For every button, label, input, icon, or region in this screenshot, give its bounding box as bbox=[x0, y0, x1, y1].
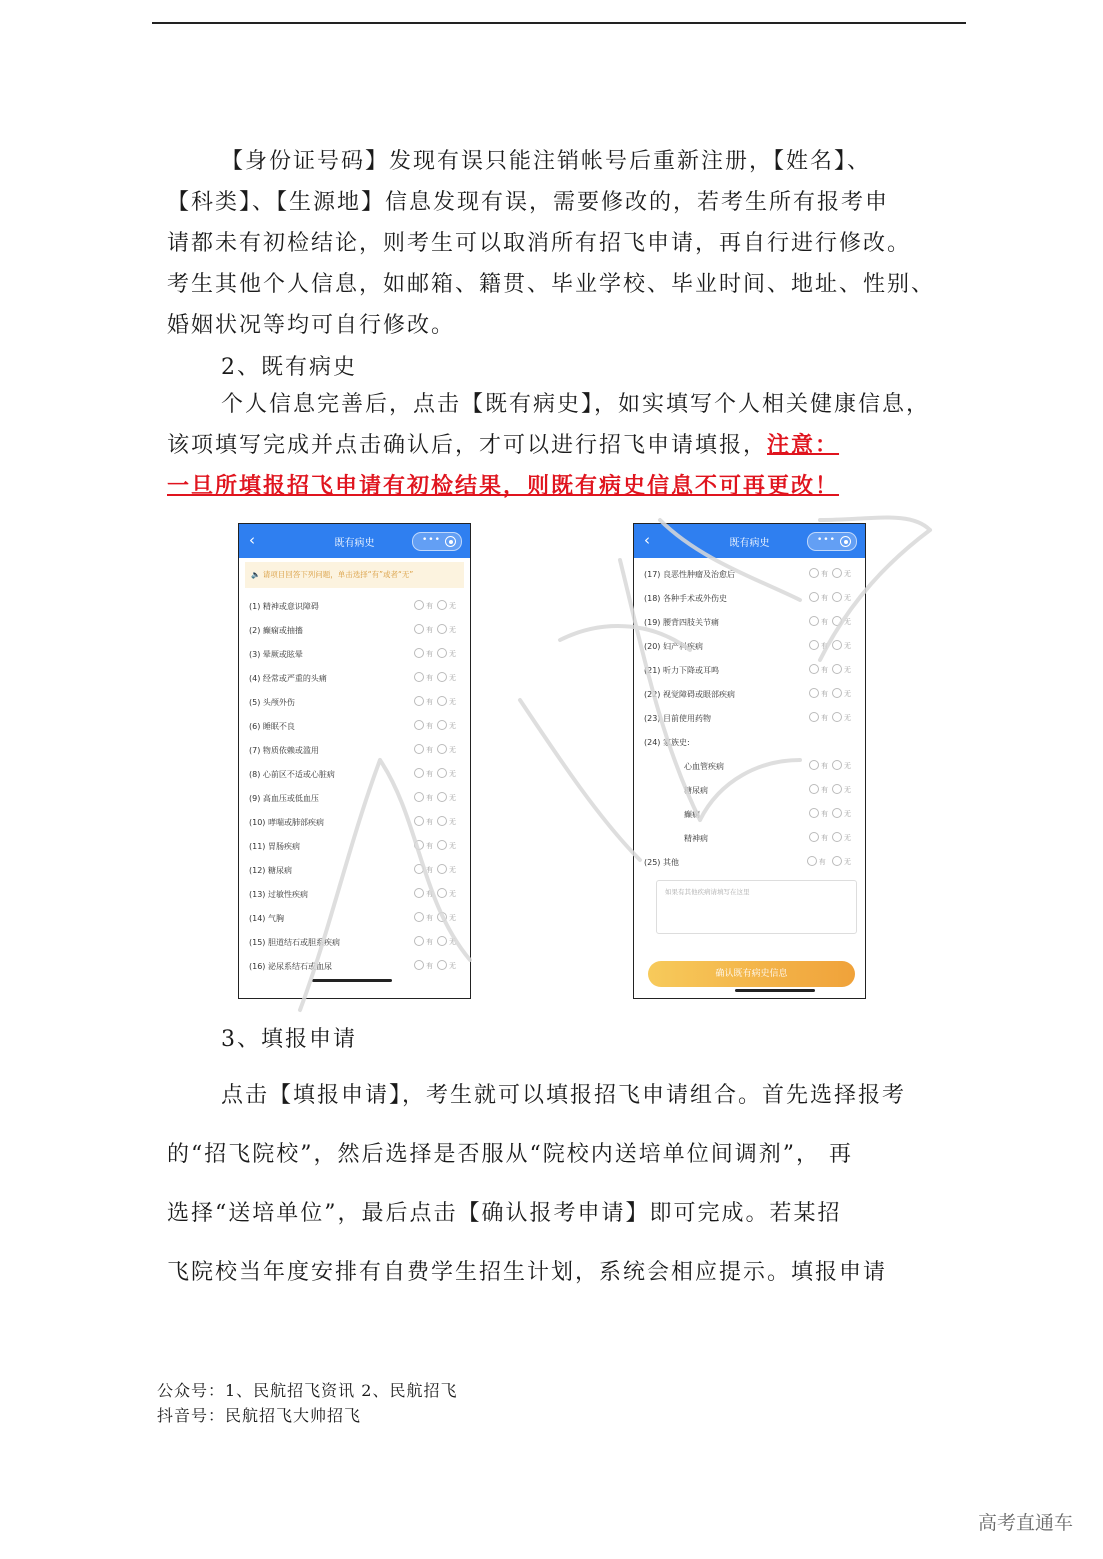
radio-yes[interactable] bbox=[414, 648, 424, 658]
radio-yes-label: 有 bbox=[426, 674, 433, 682]
question-label: (20) 妇产科疾病 bbox=[644, 642, 703, 651]
radio-no-label: 无 bbox=[449, 626, 456, 634]
paragraph-identity-info bbox=[167, 141, 947, 346]
radio-yes-label: 有 bbox=[426, 890, 433, 898]
question-row bbox=[239, 594, 470, 618]
radio-no-label: 无 bbox=[844, 714, 851, 722]
radio-no-label: 无 bbox=[449, 650, 456, 658]
radio-yes-label: 有 bbox=[426, 818, 433, 826]
radio-yes-label: 有 bbox=[426, 794, 433, 802]
radio-yes-label: 有 bbox=[426, 914, 433, 922]
radio-yes-label: 有 bbox=[426, 626, 433, 634]
paragraph-application bbox=[167, 1066, 947, 1302]
radio-yes-label: 有 bbox=[821, 570, 828, 578]
family-history-list bbox=[634, 754, 865, 850]
radio-yes-label: 有 bbox=[426, 842, 433, 850]
radio-yes[interactable] bbox=[414, 864, 424, 874]
question-label: (3) 晕厥或眩晕 bbox=[249, 650, 303, 659]
answer-options bbox=[805, 664, 851, 675]
radio-no[interactable] bbox=[832, 640, 842, 650]
answer-options bbox=[410, 744, 456, 755]
radio-yes[interactable] bbox=[809, 592, 819, 602]
answer-options bbox=[805, 592, 851, 603]
top-rule bbox=[152, 22, 966, 24]
radio-no[interactable] bbox=[832, 760, 842, 770]
question-list bbox=[634, 562, 865, 730]
question-row bbox=[239, 810, 470, 834]
question-row bbox=[239, 738, 470, 762]
radio-yes-label: 有 bbox=[821, 834, 828, 842]
radio-no-label: 无 bbox=[449, 674, 456, 682]
radio-no[interactable] bbox=[832, 568, 842, 578]
radio-no-label: 无 bbox=[844, 642, 851, 650]
question-row bbox=[634, 826, 865, 850]
more-dots-icon[interactable]: ••• bbox=[422, 535, 441, 545]
radio-yes[interactable] bbox=[414, 696, 424, 706]
mini-program-capsule[interactable] bbox=[412, 532, 462, 551]
paragraph-medical-history bbox=[167, 384, 947, 507]
radio-no[interactable] bbox=[832, 616, 842, 626]
radio-no[interactable] bbox=[437, 864, 447, 874]
question-label: (21) 听力下降或耳鸣 bbox=[644, 666, 719, 675]
more-dots-icon[interactable]: ••• bbox=[817, 535, 836, 545]
question-row bbox=[239, 714, 470, 738]
screenshot-medical-history-part2 bbox=[633, 523, 866, 999]
radio-no[interactable] bbox=[437, 960, 447, 970]
question-row bbox=[239, 690, 470, 714]
answer-options bbox=[805, 784, 851, 795]
radio-no[interactable] bbox=[832, 688, 842, 698]
brand-watermark-text: 高考直通车 bbox=[977, 1512, 1073, 1534]
radio-yes[interactable] bbox=[809, 808, 819, 818]
radio-no[interactable] bbox=[832, 592, 842, 602]
warning-note-lead: 注意： bbox=[767, 432, 840, 458]
radio-no-label: 无 bbox=[449, 818, 456, 826]
question-row bbox=[239, 906, 470, 930]
question-row bbox=[634, 778, 865, 802]
radio-yes-label: 有 bbox=[426, 722, 433, 730]
radio-no-label: 无 bbox=[844, 570, 851, 578]
radio-no[interactable] bbox=[437, 888, 447, 898]
question-label: (2) 癫痫或抽搐 bbox=[249, 626, 303, 635]
radio-no-label: 无 bbox=[449, 914, 456, 922]
section-heading-application: 3、填报申请 bbox=[221, 1027, 357, 1052]
radio-yes[interactable] bbox=[809, 688, 819, 698]
radio-yes-label: 有 bbox=[426, 602, 433, 610]
question-label: (6) 睡眠不良 bbox=[249, 722, 295, 731]
question-row bbox=[239, 762, 470, 786]
answer-options bbox=[805, 808, 851, 819]
radio-yes-label: 有 bbox=[426, 962, 433, 970]
radio-yes[interactable] bbox=[414, 672, 424, 682]
home-indicator bbox=[735, 989, 815, 992]
question-row bbox=[634, 658, 865, 682]
radio-no-label: 无 bbox=[449, 938, 456, 946]
question-row bbox=[634, 754, 865, 778]
home-indicator bbox=[312, 979, 392, 982]
radio-no-label: 无 bbox=[844, 666, 851, 674]
radio-no-label: 无 bbox=[449, 962, 456, 970]
footer-wechat-accounts: 公众号：1、民航招飞资讯 2、民航招飞 bbox=[157, 1381, 458, 1400]
radio-no-label: 无 bbox=[449, 746, 456, 754]
close-target-icon[interactable] bbox=[840, 536, 851, 547]
question-label: 癫痫 bbox=[684, 810, 700, 819]
radio-yes[interactable] bbox=[809, 784, 819, 794]
radio-no-label: 无 bbox=[449, 842, 456, 850]
question-row bbox=[634, 634, 865, 658]
answer-options bbox=[410, 672, 456, 683]
question-row bbox=[634, 682, 865, 706]
question-label: (11) 胃肠疾病 bbox=[249, 842, 300, 851]
radio-yes-label: 有 bbox=[821, 594, 828, 602]
radio-yes[interactable] bbox=[414, 720, 424, 730]
question-label: (14) 气胸 bbox=[249, 914, 284, 923]
question-label: (16) 泌尿系结石或血尿 bbox=[249, 962, 332, 971]
radio-no[interactable] bbox=[437, 768, 447, 778]
answer-options bbox=[805, 568, 851, 579]
answer-options bbox=[410, 888, 456, 899]
question-row bbox=[239, 834, 470, 858]
radio-yes[interactable] bbox=[414, 600, 424, 610]
question-label: (10) 哮喘或肺部疾病 bbox=[249, 818, 324, 827]
answer-options bbox=[410, 768, 456, 779]
question-label: (12) 糖尿病 bbox=[249, 866, 292, 875]
radio-yes-label: 有 bbox=[821, 714, 828, 722]
radio-yes[interactable] bbox=[809, 712, 819, 722]
radio-yes-label: 有 bbox=[426, 698, 433, 706]
radio-no-label: 无 bbox=[449, 698, 456, 706]
question-label: (7) 物质依赖或滥用 bbox=[249, 746, 319, 755]
radio-yes[interactable] bbox=[414, 624, 424, 634]
radio-yes[interactable] bbox=[809, 664, 819, 674]
radio-yes[interactable] bbox=[809, 568, 819, 578]
confirm-medical-history-button[interactable]: 确认既有病史信息 bbox=[648, 961, 855, 987]
radio-yes-label: 有 bbox=[821, 642, 828, 650]
radio-no[interactable] bbox=[832, 712, 842, 722]
radio-no-label: 无 bbox=[449, 602, 456, 610]
question-label: 精神病 bbox=[684, 834, 708, 843]
answer-options bbox=[805, 712, 851, 723]
radio-yes[interactable] bbox=[414, 912, 424, 922]
answer-options bbox=[805, 640, 851, 651]
paragraph-line: 的“招飞院校”，然后选择是否服从“院校内送培单位间调剂”， 再 bbox=[167, 1142, 853, 1167]
radio-yes-label: 有 bbox=[426, 866, 433, 874]
phone-nav-bar bbox=[634, 524, 865, 558]
back-arrow-icon[interactable]: ‹ bbox=[644, 531, 650, 549]
radio-no-label: 无 bbox=[844, 834, 851, 842]
paragraph-line: 考生其他个人信息，如邮箱、籍贯、毕业学校、毕业时间、地址、性别、 bbox=[167, 272, 936, 297]
question-label: (13) 过敏性疾病 bbox=[249, 890, 308, 899]
radio-yes-label: 有 bbox=[426, 770, 433, 778]
radio-yes[interactable] bbox=[414, 960, 424, 970]
radio-no-label: 无 bbox=[844, 690, 851, 698]
paragraph-line: 请都未有初检结论，则考生可以取消所有招飞申请，再自行进行修改。 bbox=[167, 231, 912, 256]
question-row bbox=[239, 858, 470, 882]
radio-yes[interactable] bbox=[414, 792, 424, 802]
question-label: (1) 精神或意识障碍 bbox=[249, 602, 319, 611]
question-label: (19) 腰背四肢关节痛 bbox=[644, 618, 719, 627]
answer-options bbox=[805, 688, 851, 699]
paragraph-line: 个人信息完善后，点击【既有病史】，如实填写个人相关健康信息， bbox=[221, 392, 931, 417]
answer-options bbox=[410, 720, 456, 731]
radio-no-label: 无 bbox=[449, 770, 456, 778]
radio-no-label: 无 bbox=[844, 810, 851, 818]
radio-no-label: 无 bbox=[844, 762, 851, 770]
paragraph-line: 飞院校当年度安排有自费学生招生计划，系统会相应提示。填报申请 bbox=[167, 1260, 888, 1285]
screenshot-medical-history-part1 bbox=[238, 523, 471, 999]
question-row bbox=[239, 618, 470, 642]
phone-page-title: 既有病史 bbox=[334, 538, 375, 549]
radio-yes[interactable] bbox=[414, 840, 424, 850]
radio-yes-label: 有 bbox=[426, 938, 433, 946]
radio-no[interactable] bbox=[437, 600, 447, 610]
radio-yes-label: 有 bbox=[821, 810, 828, 818]
question-label: (25) 其他 bbox=[644, 858, 679, 867]
radio-no[interactable] bbox=[832, 856, 842, 866]
answer-options bbox=[410, 792, 456, 803]
radio-no[interactable] bbox=[832, 832, 842, 842]
question-list bbox=[239, 594, 470, 978]
question-label: (22) 视觉障碍或眼部疾病 bbox=[644, 690, 735, 699]
question-label: (4) 经常或严重的头痛 bbox=[249, 674, 327, 683]
paragraph-line: 【科类】、【生源地】信息发现有误，需要修改的，若考生所有报考申 bbox=[167, 190, 890, 215]
radio-no-label: 无 bbox=[844, 618, 851, 626]
phone-page-title: 既有病史 bbox=[729, 538, 770, 549]
radio-yes[interactable] bbox=[414, 936, 424, 946]
question-label: 糖尿病 bbox=[684, 786, 708, 795]
radio-yes-label: 有 bbox=[821, 666, 828, 674]
question-row bbox=[239, 882, 470, 906]
radio-no[interactable] bbox=[437, 648, 447, 658]
radio-no[interactable] bbox=[437, 792, 447, 802]
answer-options bbox=[805, 616, 851, 627]
answer-options bbox=[410, 696, 456, 707]
radio-no[interactable] bbox=[437, 816, 447, 826]
radio-yes[interactable] bbox=[414, 888, 424, 898]
footer-douyin-account: 抖音号：民航招飞大帅招飞 bbox=[157, 1406, 362, 1425]
paragraph-line: 婚姻状况等均可自行修改。 bbox=[167, 313, 456, 338]
back-arrow-icon[interactable]: ‹ bbox=[249, 531, 255, 549]
section-heading-medical-history: 2、既有病史 bbox=[221, 355, 357, 380]
answer-options bbox=[410, 936, 456, 947]
radio-no-label: 无 bbox=[844, 786, 851, 794]
question-row bbox=[239, 666, 470, 690]
answer-options bbox=[410, 912, 456, 923]
answer-options bbox=[410, 816, 456, 827]
question-row bbox=[634, 802, 865, 826]
radio-yes[interactable] bbox=[414, 744, 424, 754]
radio-yes-label: 有 bbox=[426, 650, 433, 658]
answer-options bbox=[410, 648, 456, 659]
question-row bbox=[634, 706, 865, 730]
radio-yes-label: 有 bbox=[821, 762, 828, 770]
radio-no[interactable] bbox=[832, 784, 842, 794]
paragraph-line: 选择“送培单位”，最后点击【确认报考申请】即可完成。若某招 bbox=[167, 1201, 842, 1226]
family-history-label-row bbox=[634, 730, 865, 754]
radio-yes[interactable] bbox=[807, 856, 817, 866]
radio-yes[interactable] bbox=[414, 816, 424, 826]
radio-no-label: 无 bbox=[449, 890, 456, 898]
radio-no-label: 无 bbox=[844, 594, 851, 602]
question-row bbox=[634, 562, 865, 586]
question-label: (8) 心前区不适或心脏病 bbox=[249, 770, 335, 779]
answer-options bbox=[805, 760, 851, 771]
question-row bbox=[634, 610, 865, 634]
paragraph-line: 该项填写完成并点击确认后，才可以进行招飞申请填报， bbox=[167, 433, 768, 458]
answer-options bbox=[805, 832, 851, 843]
radio-yes[interactable] bbox=[809, 616, 819, 626]
paragraph-line: 【身份证号码】发现有误只能注销帐号后重新注册，【姓名】、 bbox=[221, 149, 872, 174]
question-label: (15) 胆道结石或胆系疾病 bbox=[249, 938, 340, 947]
question-label: (23) 目前使用药物 bbox=[644, 714, 711, 723]
radio-no[interactable] bbox=[437, 624, 447, 634]
question-row bbox=[239, 642, 470, 666]
question-row-other bbox=[634, 850, 865, 874]
radio-yes[interactable] bbox=[809, 760, 819, 770]
question-row bbox=[239, 786, 470, 810]
radio-no[interactable] bbox=[437, 672, 447, 682]
question-label: (17) 良恶性肿瘤及治愈后 bbox=[644, 570, 735, 579]
radio-yes-label: 有 bbox=[821, 690, 828, 698]
phone-nav-bar bbox=[239, 524, 470, 558]
warning-note: 一旦所填报招飞申请有初检结果，则既有病史信息不可再更改！ bbox=[167, 473, 840, 499]
radio-yes-label: 有 bbox=[821, 786, 828, 794]
answer-options bbox=[410, 960, 456, 971]
answer-options bbox=[410, 864, 456, 875]
question-label: (5) 头颅外伤 bbox=[249, 698, 295, 707]
radio-yes-label: 有 bbox=[426, 746, 433, 754]
question-label: (9) 高血压或低血压 bbox=[249, 794, 319, 803]
radio-no-label: 无 bbox=[449, 794, 456, 802]
radio-no-label: 无 bbox=[449, 722, 456, 730]
radio-no-label: 无 bbox=[449, 866, 456, 874]
radio-no[interactable] bbox=[437, 696, 447, 706]
question-row bbox=[634, 586, 865, 610]
paragraph-line: 点击【填报申请】，考生就可以填报招飞申请组合。首先选择报考 bbox=[221, 1083, 907, 1108]
mini-program-capsule[interactable] bbox=[807, 532, 857, 551]
radio-no[interactable] bbox=[832, 808, 842, 818]
radio-no[interactable] bbox=[437, 840, 447, 850]
radio-no[interactable] bbox=[832, 664, 842, 674]
radio-yes[interactable] bbox=[809, 640, 819, 650]
radio-no[interactable] bbox=[437, 744, 447, 754]
question-label: (18) 各种手术或外伤史 bbox=[644, 594, 727, 603]
question-row bbox=[239, 954, 470, 978]
question-label: 心血管疾病 bbox=[684, 762, 724, 771]
radio-no[interactable] bbox=[437, 936, 447, 946]
radio-yes[interactable] bbox=[809, 832, 819, 842]
radio-no[interactable] bbox=[437, 720, 447, 730]
question-label: (24) 家族史: bbox=[644, 738, 690, 747]
close-target-icon[interactable] bbox=[445, 536, 456, 547]
answer-options bbox=[410, 600, 456, 611]
answer-options: 有 无 bbox=[803, 856, 851, 867]
answer-options bbox=[410, 624, 456, 635]
question-row bbox=[239, 930, 470, 954]
answer-options bbox=[410, 840, 456, 851]
radio-no[interactable] bbox=[437, 912, 447, 922]
radio-yes[interactable] bbox=[414, 768, 424, 778]
radio-yes-label: 有 bbox=[821, 618, 828, 626]
other-disease-textarea[interactable]: 如果有其他疾病请填写在这里 bbox=[656, 880, 857, 934]
instruction-notice: 🔈 请项目回答下列问题，单击选择“有”或者“无” bbox=[245, 562, 464, 588]
